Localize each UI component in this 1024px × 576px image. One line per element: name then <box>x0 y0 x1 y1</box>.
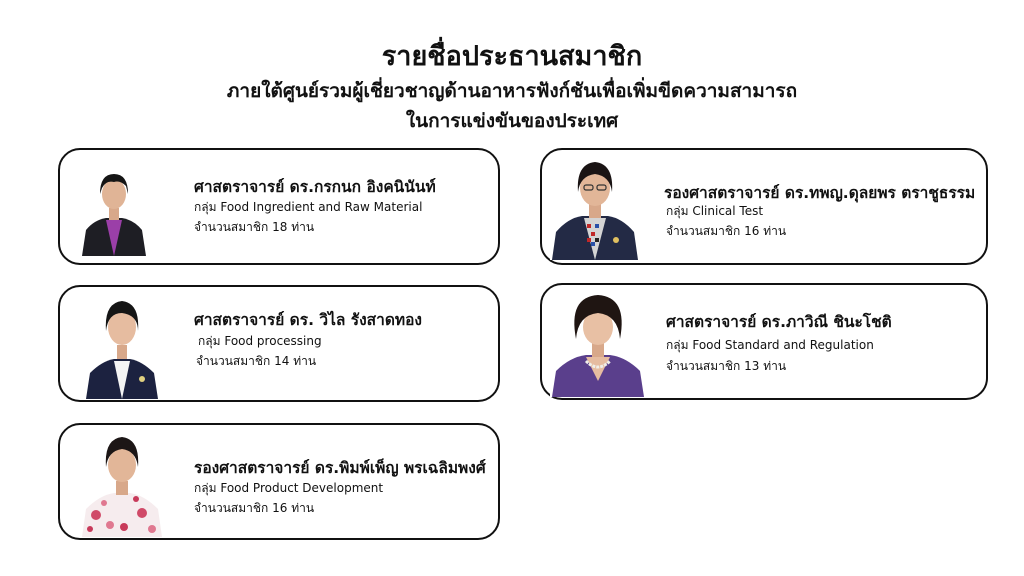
member-card <box>540 148 988 265</box>
member-photo <box>550 154 640 260</box>
member-card <box>58 423 500 540</box>
page-subtitle-line2: ในการแข่งขันของประเทศ <box>405 110 619 132</box>
member-name: ศาสตราจารย์ ดร. วิไล รังสาดทอง <box>194 311 422 329</box>
member-name: รองศาสตราจารย์ ดร.ทพญ.ดุลยพร ตราชูธรรม <box>664 184 976 202</box>
member-photo <box>84 291 160 399</box>
member-count: จำนวนสมาชิก 14 ท่าน <box>196 354 317 368</box>
member-group: กลุ่ม Food Ingredient and Raw Material <box>194 200 423 214</box>
member-count: จำนวนสมาชิก 16 ท่าน <box>194 501 315 515</box>
member-count: จำนวนสมาชิก 18 ท่าน <box>194 220 315 234</box>
member-card <box>540 283 988 400</box>
member-card <box>58 148 500 265</box>
member-group: กลุ่ม Food processing <box>198 334 322 348</box>
member-photo <box>550 289 646 397</box>
page-title: รายชื่อประธานสมาชิก <box>381 41 643 72</box>
member-group: กลุ่ม Food Standard and Regulation <box>666 338 874 352</box>
page-subtitle-line1: ภายใต้ศูนย์รวมผู้เชี่ยวชาญด้านอาหารฟังก์ชันเพื่อเพิ่มขีดความสามารถ <box>226 80 798 102</box>
member-count: จำนวนสมาชิก 13 ท่าน <box>666 359 787 373</box>
member-name: ศาสตราจารย์ ดร.กรกนก อิงคนินันท์ <box>194 178 436 196</box>
member-name: รองศาสตราจารย์ ดร.พิมพ์เพ็ญ พรเฉลิมพงศ์ <box>194 459 486 477</box>
member-count: จำนวนสมาชิก 16 ท่าน <box>666 224 787 238</box>
member-group: กลุ่ม Food Product Development <box>194 481 384 495</box>
member-photo <box>80 429 164 537</box>
member-photo <box>80 164 148 256</box>
member-name: ศาสตราจารย์ ดร.ภาวิณี ชินะโชติ <box>666 313 892 331</box>
member-card <box>58 285 500 402</box>
member-group: กลุ่ม Clinical Test <box>666 204 764 218</box>
